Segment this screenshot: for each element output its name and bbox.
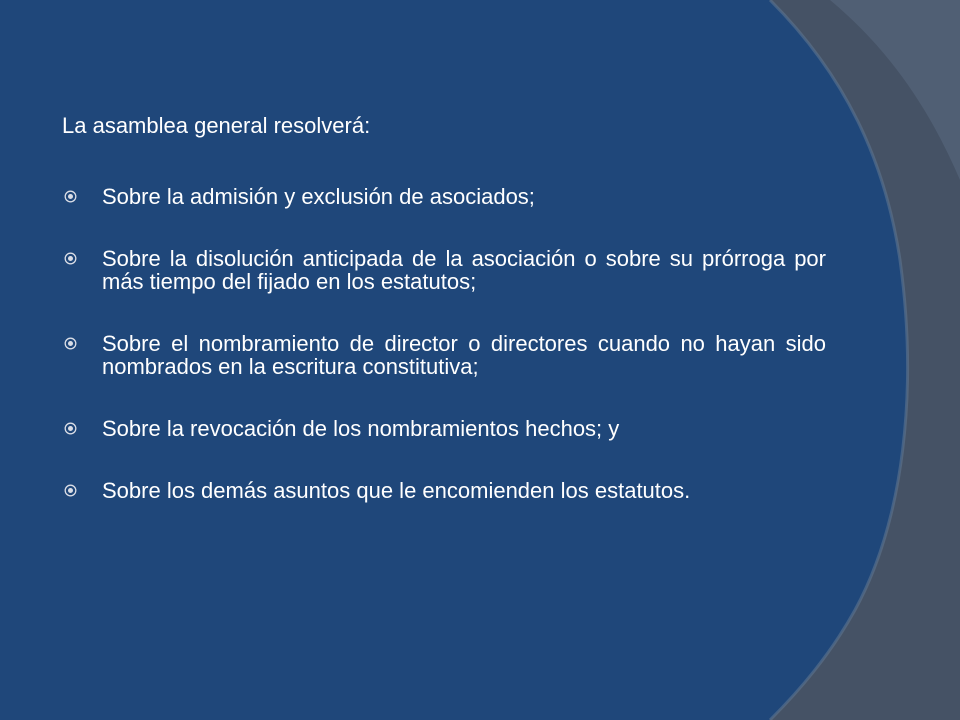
list-item [62,332,826,378]
resolution-list [62,185,826,502]
list-item [62,185,826,208]
list-item [62,417,826,440]
circled-dot-icon [64,422,77,435]
circled-dot-icon [64,190,77,203]
slide-content [62,113,826,541]
circled-dot-icon [64,337,77,350]
list-item [62,479,826,502]
list-item [62,247,826,293]
list-item-text: Sobre el nombramiento de director o directores cuando no hayan sido nombrados en la escritura constitutiva; [102,331,826,379]
circled-dot-icon [64,252,77,265]
circled-dot-icon [64,484,77,497]
list-item-text: Sobre los demás asuntos que le encomienden los estatutos. [102,478,691,503]
list-item-text: Sobre la revocación de los nombramientos hechos; y [102,416,620,441]
list-item-text: Sobre la disolución anticipada de la asociación o sobre su prórroga por más tiempo del fijado en los estatutos; [102,246,826,294]
intro-heading: La asamblea general resolverá: [62,113,371,138]
list-item-text: Sobre la admisión y exclusión de asociados; [102,184,535,209]
